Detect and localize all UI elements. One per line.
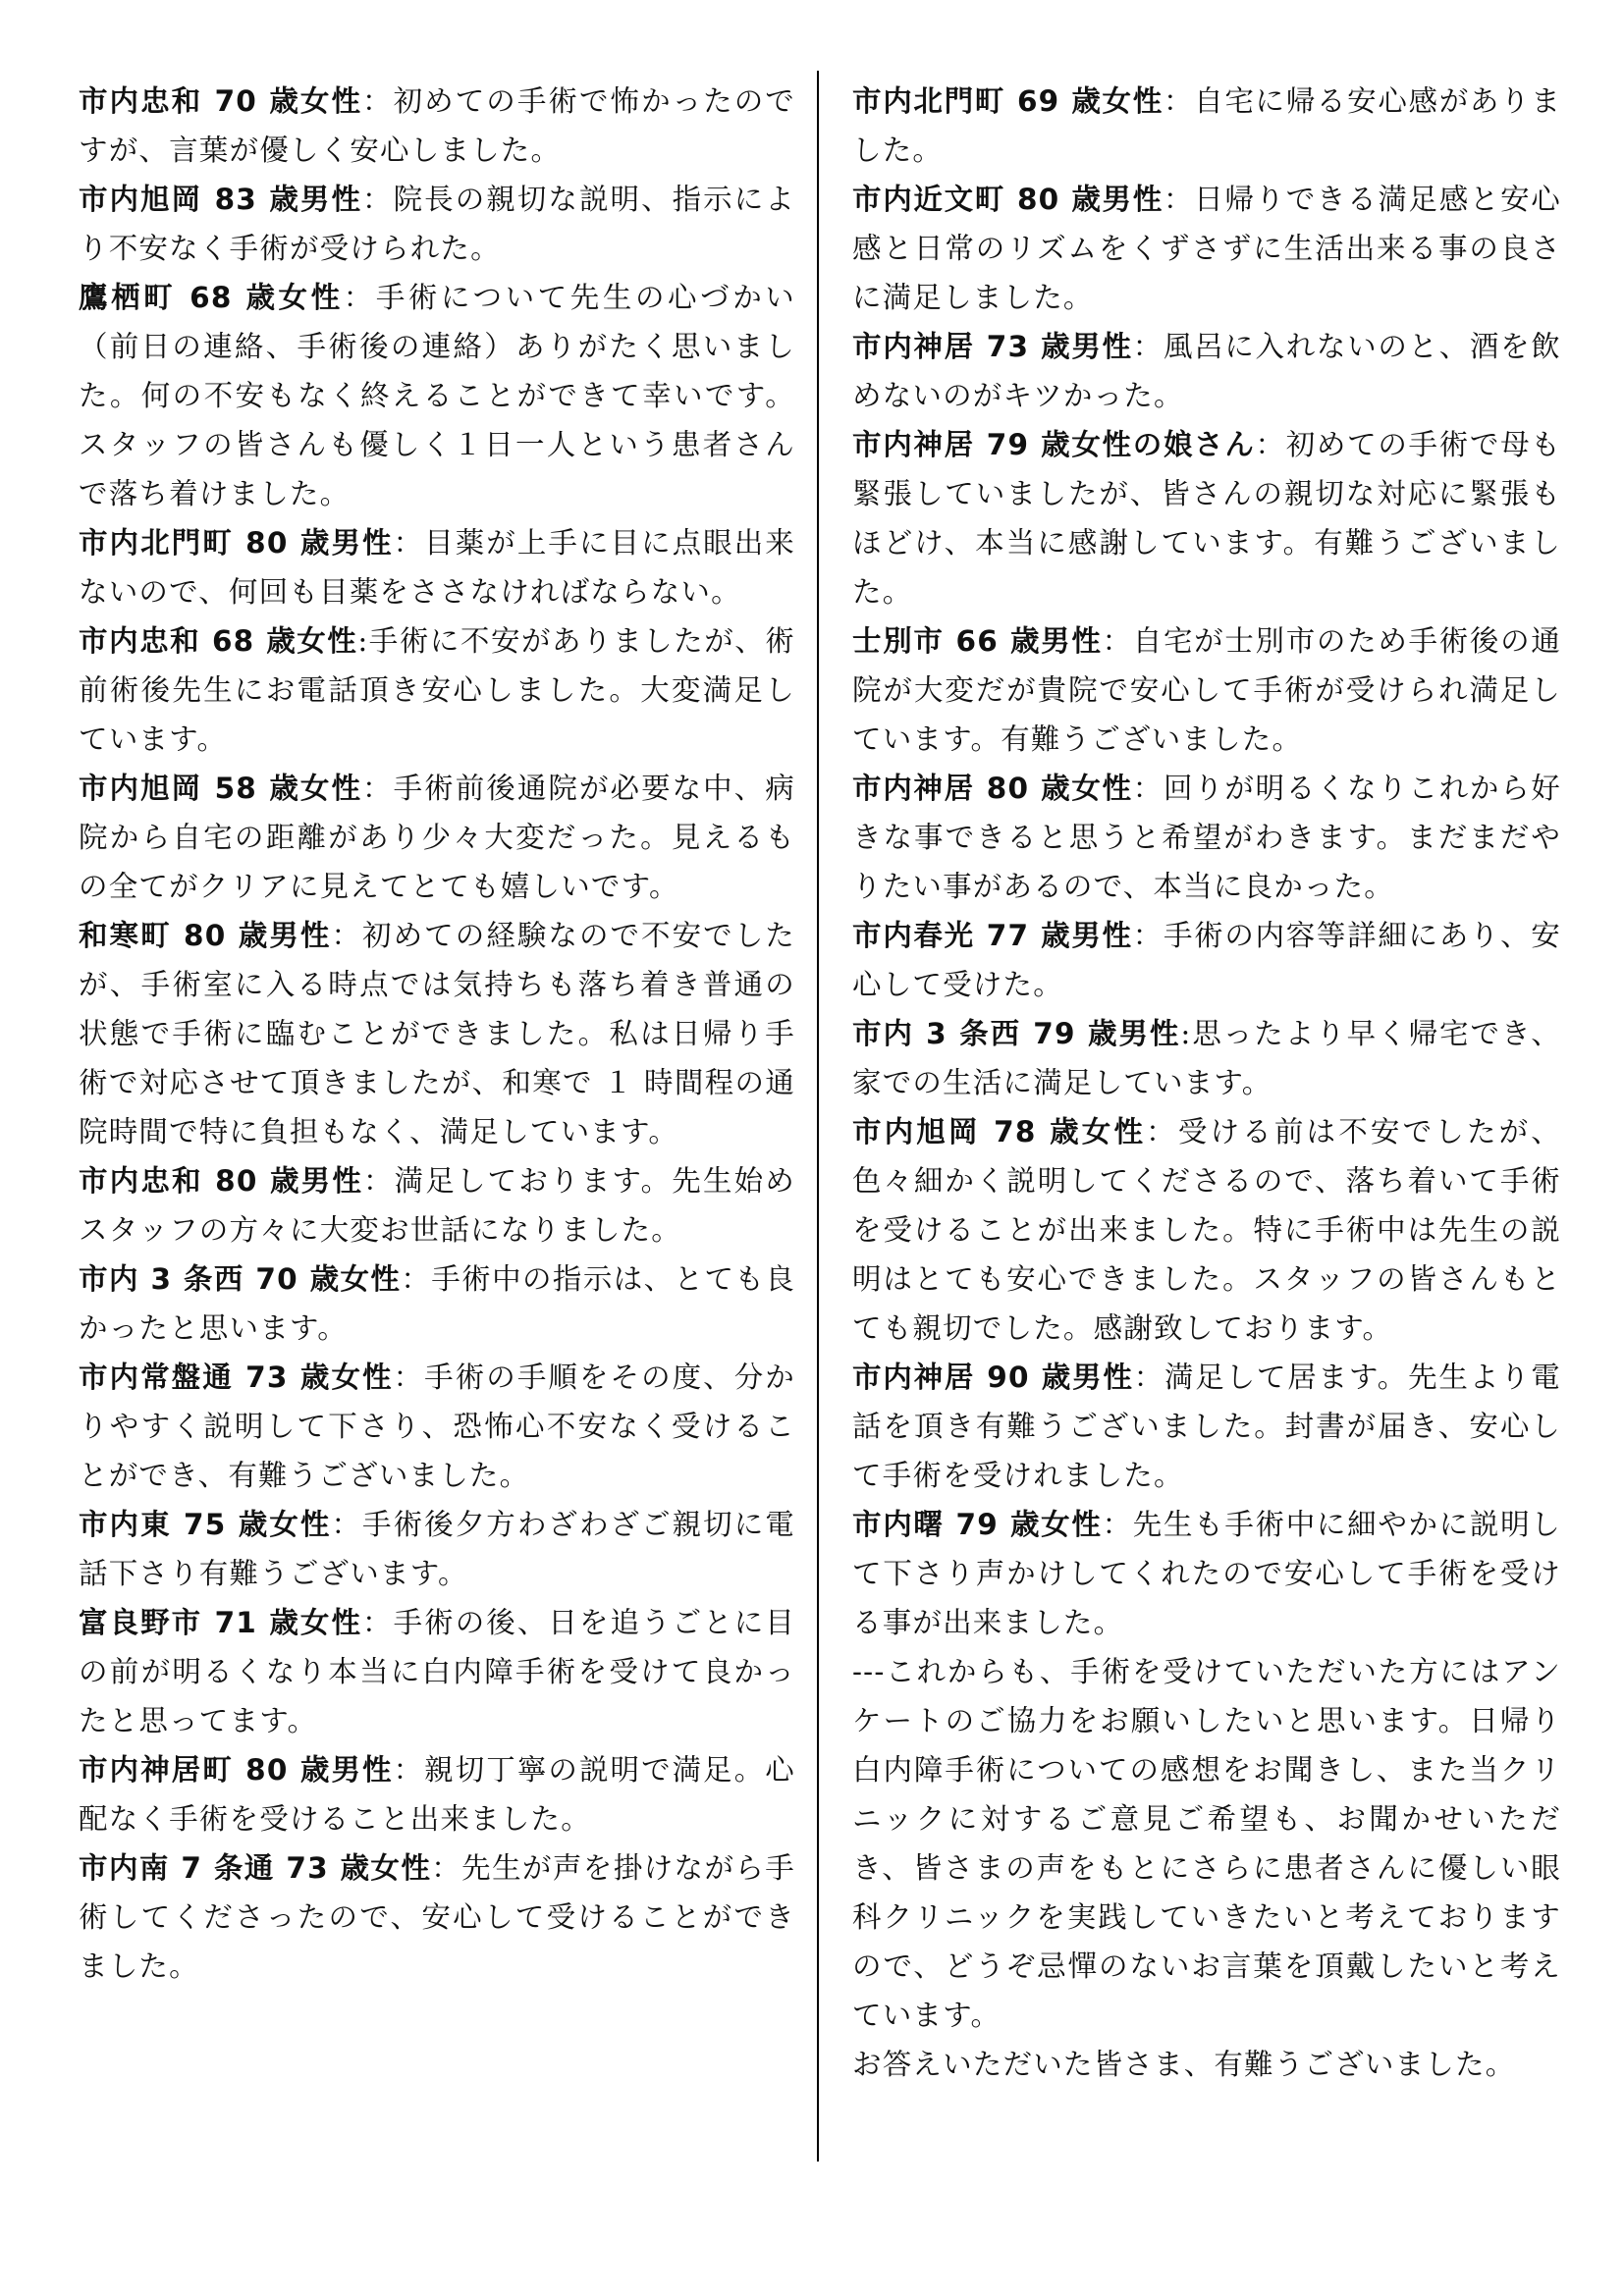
- testimonial-entry: 市内忠和 70 歳女性：初めての手術で怖かったのですが、言葉が優しく安心しました。: [79, 84, 795, 167]
- respondent-name: 市内南 7 条通 73 歳女性: [79, 1851, 432, 1885]
- respondent-name: 市内忠和 80 歳男性: [79, 1164, 363, 1198]
- testimonial-entry: 市内東 75 歳女性：手術後夕方わざわざご親切に電話下さり有難うございます。: [79, 1508, 795, 1590]
- testimonial-entry: 市内 3 条西 79 歳男性:思ったより早く帰宅でき、家での生活に満足しています。: [852, 1017, 1561, 1099]
- respondent-comment: 初めての手術で母も緊張していましたが、皆さんの親切な対応に緊張もほどけ、本当に感謝しています。有難うございました。: [852, 428, 1561, 609]
- respondent-comment: 受ける前は不安でしたが、色々細かく説明してくださるので、落ち着いて手術を受けることが出来ました。特に手術中は先生の説明はとても安心できました。スタッフの皆さんもとても親切でした。感謝致しております。: [852, 1115, 1561, 1345]
- testimonial-entry: 市内忠和 80 歳男性：満足しております。先生始めスタッフの方々に大変お世話になりました。: [79, 1164, 796, 1247]
- respondent-comment: 院長の親切な説明、指示により不安なく手術が受けられた。: [79, 183, 795, 265]
- testimonial-entry: 市内神居 73 歳男性：風呂に入れないのと、酒を飲めないのがキツかった。: [852, 330, 1561, 412]
- respondent-comment: 先生が声を掛けながら手術してくださったので、安心して受けることができました。: [79, 1851, 795, 1983]
- respondent-name: 市内神居町 80 歳男性: [79, 1753, 394, 1787]
- respondent-comment: 初めての手術で怖かったのですが、言葉が優しく安心しました。: [79, 84, 795, 167]
- testimonial-entry: 市内北門町 69 歳女性：自宅に帰る安心感がありました。: [852, 84, 1562, 167]
- respondent-name: 市内春光 77 歳男性: [852, 919, 1133, 952]
- respondent-name: 市内常盤通 73 歳女性: [79, 1361, 394, 1394]
- testimonial-entry: 市内神居町 80 歳男性：親切丁寧の説明で満足。心配なく手術を受けること出来ました。: [79, 1753, 796, 1836]
- testimonial-entry: 市内春光 77 歳男性：手術の内容等詳細にあり、安心して受けた。: [852, 919, 1561, 1001]
- respondent-name: 市内神居 79 歳女性の娘さん: [852, 428, 1256, 461]
- testimonial-entry: 和寒町 80 歳男性：初めての経験なので不安でしたが、手術室に入る時点では気持ちも落ち着き普通の状態で手術に臨むことができました。私は日帰り手術で対応させて頂きましたが、和寒で １ 時間程の通院時間で特に負担もなく、満足しています。: [79, 919, 795, 1148]
- testimonial-entry: 市内 3 条西 70 歳女性：手術中の指示は、とても良かったと思います。: [79, 1262, 796, 1345]
- testimonial-entry: 市内近文町 80 歳男性：日帰りできる満足感と安心感と日常のリズムをくずさずに生活出来る事の良さに満足しました。: [852, 183, 1562, 314]
- respondent-name: 市内 3 条西 79 歳男性: [852, 1017, 1181, 1050]
- respondent-comment: 手術に不安がありましたが、術前術後先生にお電話頂き安心しました。大変満足しています。: [79, 624, 795, 756]
- respondent-comment: 手術の内容等詳細にあり、安心して受けた。: [852, 919, 1561, 1001]
- testimonial-entry: 市内南 7 条通 73 歳女性：先生が声を掛けながら手術してくださったので、安心して受けることができました。: [79, 1851, 795, 1983]
- testimonial-entry: 市内常盤通 73 歳女性：手術の手順をその度、分かりやすく説明して下さり、恐怖心不安なく受けることができ、有難うございました。: [79, 1361, 796, 1492]
- respondent-name: 和寒町 80 歳男性: [79, 919, 332, 952]
- respondent-comment: 先生も手術中に細やかに説明して下さり声かけしてくれたので安心して手術を受ける事が出来ました。: [852, 1508, 1562, 1639]
- respondent-name: 市内神居 73 歳男性: [852, 330, 1133, 363]
- respondent-name: 市内 3 条西 70 歳女性: [79, 1262, 402, 1296]
- respondent-comment: 初めての経験なので不安でしたが、手術室に入る時点では気持ちも落ち着き普通の状態で手術に臨むことができました。私は日帰り手術で対応させて頂きましたが、和寒で １ 時間程の通院時間で特に負担もなく、満足しています。: [79, 919, 795, 1148]
- closing-thanks: お答えいただいた皆さま、有難うございました。: [852, 2048, 1516, 2081]
- respondent-comment: 手術について先生の心づかい（前日の連絡、手術後の連絡）ありがたく思いました。何の不安もなく終えることができて幸いです。スタッフの皆さんも優しく１日一人という患者さんで落ち着けました。: [79, 281, 796, 510]
- respondent-name: 鷹栖町 68 歳女性: [79, 281, 344, 314]
- respondent-name: 市内忠和 68 歳女性: [79, 624, 358, 658]
- testimonial-entry: 鷹栖町 68 歳女性：手術について先生の心づかい（前日の連絡、手術後の連絡）ありがたく思いました。何の不安もなく終えることができて幸いです。スタッフの皆さんも優しく１日一人という患者さんで落ち着けました。: [79, 281, 796, 510]
- respondent-name: 市内旭岡 83 歳男性: [79, 183, 363, 216]
- testimonial-entry: 市内神居 79 歳女性の娘さん：初めての手術で母も緊張していましたが、皆さんの親切な対応に緊張もほどけ、本当に感謝しています。有難うございました。: [852, 428, 1561, 609]
- respondent-comment: 手術後夕方わざわざご親切に電話下さり有難うございます。: [79, 1508, 795, 1590]
- testimonial-entry: 市内旭岡 83 歳男性：院長の親切な説明、指示により不安なく手術が受けられた。: [79, 183, 795, 265]
- testimonial-entry: 市内旭岡 78 歳女性：受ける前は不安でしたが、色々細かく説明してくださるので、落ち着いて手術を受けることが出来ました。特に手術中は先生の説明はとても安心できました。スタッフの皆さんもとても親切でした。感謝致しております。: [852, 1115, 1561, 1345]
- respondent-comment: 思ったより早く帰宅でき、家での生活に満足しています。: [852, 1017, 1561, 1099]
- respondent-name: 市内神居 90 歳男性: [852, 1361, 1134, 1394]
- respondent-comment: 手術の後、日を追うごとに目の前が明るくなり本当に白内障手術を受けて良かったと思ってます。: [79, 1606, 795, 1737]
- respondent-name: 市内東 75 歳女性: [79, 1508, 332, 1541]
- testimonial-entry: 市内神居 80 歳女性：回りが明るくなりこれから好きな事できると思うと希望がわきます。まだまだやりたい事があるので、本当に良かった。: [852, 772, 1561, 903]
- column-divider: [817, 71, 819, 2162]
- respondent-name: 市内神居 80 歳女性: [852, 772, 1133, 805]
- respondent-comment: 目薬が上手に目に点眼出来ないので、何回も目薬をささなければならない。: [79, 526, 796, 609]
- respondent-comment: 手術中の指示は、とても良かったと思います。: [79, 1262, 796, 1345]
- closing-paragraph: ---これからも、手術を受けていただいた方にはアンケートのご協力をお願いしたいと思います。日帰り白内障手術についての感想をお聞きし、また当クリニックに対するご意見ご希望も、お聞かせいただき、皆さまの声をもとにさらに患者さんに優しい眼科クリニックを実践していきたいと考えておりますので、どうぞ忌憚のないお言葉を頂戴したいと考えています。: [852, 1655, 1561, 2032]
- respondent-name: 市内曙 79 歳女性: [852, 1508, 1103, 1541]
- respondent-name: 士別市 66 歳男性: [852, 624, 1103, 658]
- testimonial-entry: 市内忠和 68 歳女性:手術に不安がありましたが、術前術後先生にお電話頂き安心しました。大変満足しています。: [79, 624, 795, 756]
- respondent-name: 富良野市 71 歳女性: [79, 1606, 363, 1639]
- testimonial-entry: 市内旭岡 58 歳女性：手術前後通院が必要な中、病院から自宅の距離があり少々大変だった。見えるもの全てがクリアに見えてとても嬉しいです。: [79, 772, 795, 903]
- respondent-name: 市内旭岡 78 歳女性: [852, 1115, 1147, 1148]
- left-column: [79, 77, 795, 1991]
- testimonial-entry: 士別市 66 歳男性：自宅が士別市のため手術後の通院が大変だが貴院で安心して手術が受けられ満足しています。有難うございました。: [852, 624, 1562, 756]
- respondent-comment: 風呂に入れないのと、酒を飲めないのがキツかった。: [852, 330, 1561, 412]
- testimonial-entry: 市内北門町 80 歳男性：目薬が上手に目に点眼出来ないので、何回も目薬をささなければならない。: [79, 526, 796, 609]
- right-column: [852, 77, 1561, 2089]
- respondent-name: 市内旭岡 58 歳女性: [79, 772, 363, 805]
- respondent-comment: 自宅が士別市のため手術後の通院が大変だが貴院で安心して手術が受けられ満足しています。有難うございました。: [852, 624, 1562, 756]
- respondent-name: 市内近文町 80 歳男性: [852, 183, 1164, 216]
- respondent-name: 市内北門町 80 歳男性: [79, 526, 394, 560]
- respondent-comment: 満足しております。先生始めスタッフの方々に大変お世話になりました。: [79, 1164, 796, 1247]
- respondent-name: 市内忠和 70 歳女性: [79, 84, 363, 118]
- respondent-comment: 満足して居ます。先生より電話を頂き有難うございました。封書が届き、安心して手術を受けれました。: [852, 1361, 1561, 1492]
- respondent-comment: 回りが明るくなりこれから好きな事できると思うと希望がわきます。まだまだやりたい事があるので、本当に良かった。: [852, 772, 1561, 903]
- testimonial-entry: 市内曙 79 歳女性：先生も手術中に細やかに説明して下さり声かけしてくれたので安心して手術を受ける事が出来ました。: [852, 1508, 1562, 1639]
- respondent-comment: 日帰りできる満足感と安心感と日常のリズムをくずさずに生活出来る事の良さに満足しました。: [852, 183, 1562, 314]
- respondent-comment: 自宅に帰る安心感がありました。: [852, 84, 1562, 167]
- testimonial-entry: 市内神居 90 歳男性：満足して居ます。先生より電話を頂き有難うございました。封書が届き、安心して手術を受けれました。: [852, 1361, 1561, 1492]
- respondent-comment: 親切丁寧の説明で満足。心配なく手術を受けること出来ました。: [79, 1753, 796, 1836]
- testimonial-entry: 富良野市 71 歳女性：手術の後、日を追うごとに目の前が明るくなり本当に白内障手術を受けて良かったと思ってます。: [79, 1606, 795, 1737]
- respondent-comment: 手術前後通院が必要な中、病院から自宅の距離があり少々大変だった。見えるもの全てがクリアに見えてとても嬉しいです。: [79, 772, 795, 903]
- respondent-name: 市内北門町 69 歳女性: [852, 84, 1164, 118]
- respondent-comment: 手術の手順をその度、分かりやすく説明して下さり、恐怖心不安なく受けることができ、有難うございました。: [79, 1361, 796, 1492]
